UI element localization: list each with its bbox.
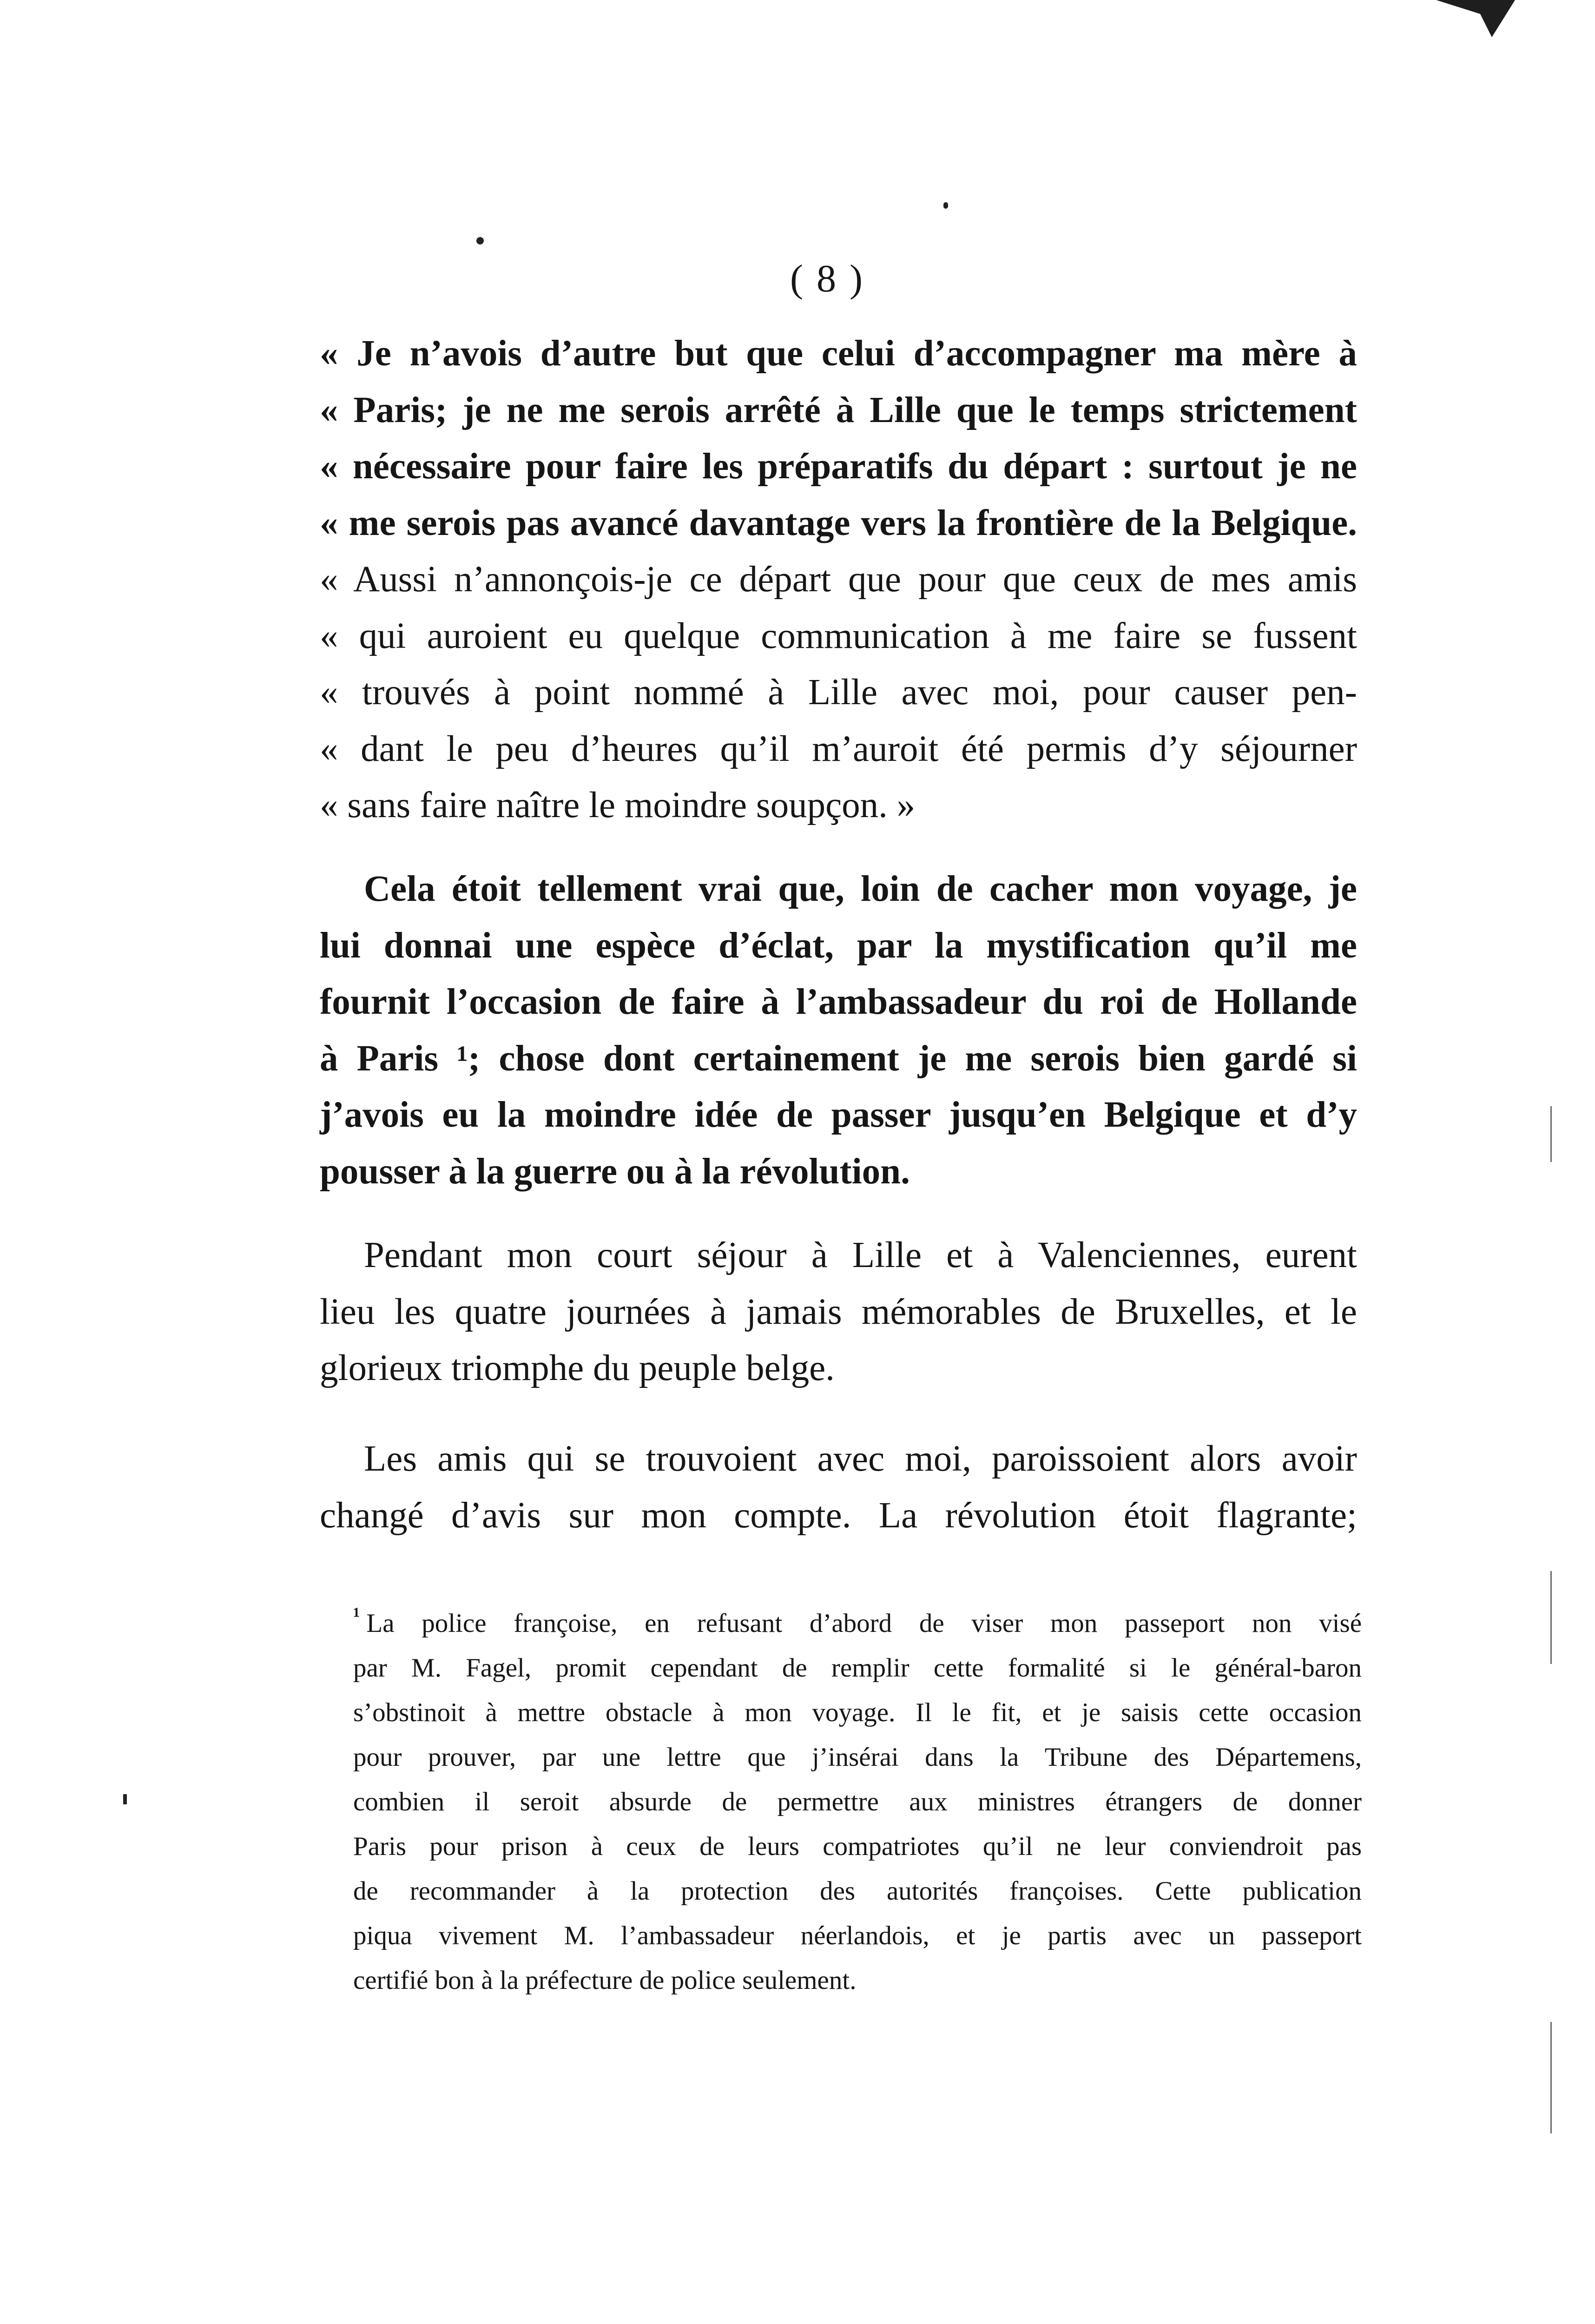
footnote-line: Paris pour prison à ceux de leurs compatriotes qu’il ne leur conviendroit pas (353, 1832, 1362, 1861)
text-line: j’avois eu la moindre idée de passer jusqu’en Belgique et d’y (320, 1095, 1357, 1135)
scan-speck (123, 1794, 127, 1804)
text-line: lui donnai une espèce d’éclat, par la mystification qu’il me (320, 925, 1357, 966)
pendant-paragraph (320, 1227, 1357, 1397)
text-line: « sans faire naître le moindre soupçon. » (320, 785, 916, 825)
text-line: glorieux triomphe du peuple belge. (320, 1348, 835, 1388)
text-line: « Je n’avois d’autre but que celui d’accompagner ma mère à (320, 333, 1357, 374)
page-number: ( 8 ) (790, 257, 864, 300)
scan-margin-line (1550, 1106, 1552, 1162)
footnote-line: pour prouver, par une lettre que j’insérai dans la Tribune des Départemens, (353, 1743, 1362, 1772)
text-line: « me serois pas avancé davantage vers la frontière de la Belgique. (320, 502, 1357, 543)
footnote-line: par M. Fagel, promit cependant de remplir cette formalité si le général-baron (353, 1653, 1362, 1683)
text-line: fournit l’occasion de faire à l’ambassadeur du roi de Hollande (320, 982, 1357, 1022)
text-line: « nécessaire pour faire les préparatifs du départ : surtout je ne (320, 446, 1357, 487)
text-line: lieu les quatre journées à jamais mémorables de Bruxelles, et le (320, 1291, 1357, 1332)
footnote-line-first (353, 1601, 1362, 1646)
scan-margin-line (1550, 2022, 1552, 2133)
footnote-line: de recommander à la protection des autorités françoises. Cette publication (353, 1876, 1362, 1906)
footnote-text: La police françoise, en refusant d’abord de viser mon passeport non visé (366, 1609, 1362, 1638)
scan-margin-line (1550, 1571, 1552, 1664)
amis-paragraph (320, 1431, 1357, 1544)
footnote-marker: ¹ (353, 1603, 360, 1628)
text-line: « qui auroient eu quelque communication à me faire se fussent (320, 615, 1357, 656)
footnote-line: piqua vivement M. l’ambassadeur néerlandois, et je partis avec un passeport (353, 1921, 1362, 1950)
text-line: « Aussi n’annonçois-je ce départ que pour que ceux de mes amis (320, 559, 1357, 600)
footnote-line: s’obstinoit à mettre obstacle à mon voyage. Il le fit, et je saisis cette occasion (353, 1698, 1362, 1727)
scan-speck (476, 237, 484, 244)
footnote-line: combien il seroit absurde de permettre aux ministres étrangers de donner (353, 1787, 1362, 1816)
footnote-line: certifié bon à la préfecture de police seulement. (353, 1966, 857, 1995)
text-line: changé d’avis sur mon compte. La révolution étoit flagrante; (320, 1495, 1357, 1536)
text-line: Cela étoit tellement vrai que, loin de cacher mon voyage, je (364, 869, 1357, 909)
text-line: « dant le peu d’heures qu’il m’auroit été permis d’y séjourner (320, 728, 1357, 769)
footnote (353, 1601, 1362, 2003)
cela-paragraph (320, 861, 1357, 1200)
quote-paragraph (320, 325, 1357, 834)
text-line: à Paris ¹; chose dont certainement je me serois bien gardé si (320, 1038, 1357, 1079)
text-line: pousser à la guerre ou à la révolution. (320, 1151, 910, 1192)
text-line: Les amis qui se trouvoient avec moi, paroissoient alors avoir (364, 1439, 1357, 1479)
text-line: « Paris; je ne me serois arrêté à Lille que le temps strictement (320, 390, 1357, 430)
text-line: « trouvés à point nommé à Lille avec moi, pour causer pen- (320, 672, 1357, 713)
scan-top-mark (1436, 0, 1515, 42)
text-line: Pendant mon court séjour à Lille et à Valenciennes, eurent (364, 1235, 1357, 1275)
scan-speck (943, 202, 948, 209)
